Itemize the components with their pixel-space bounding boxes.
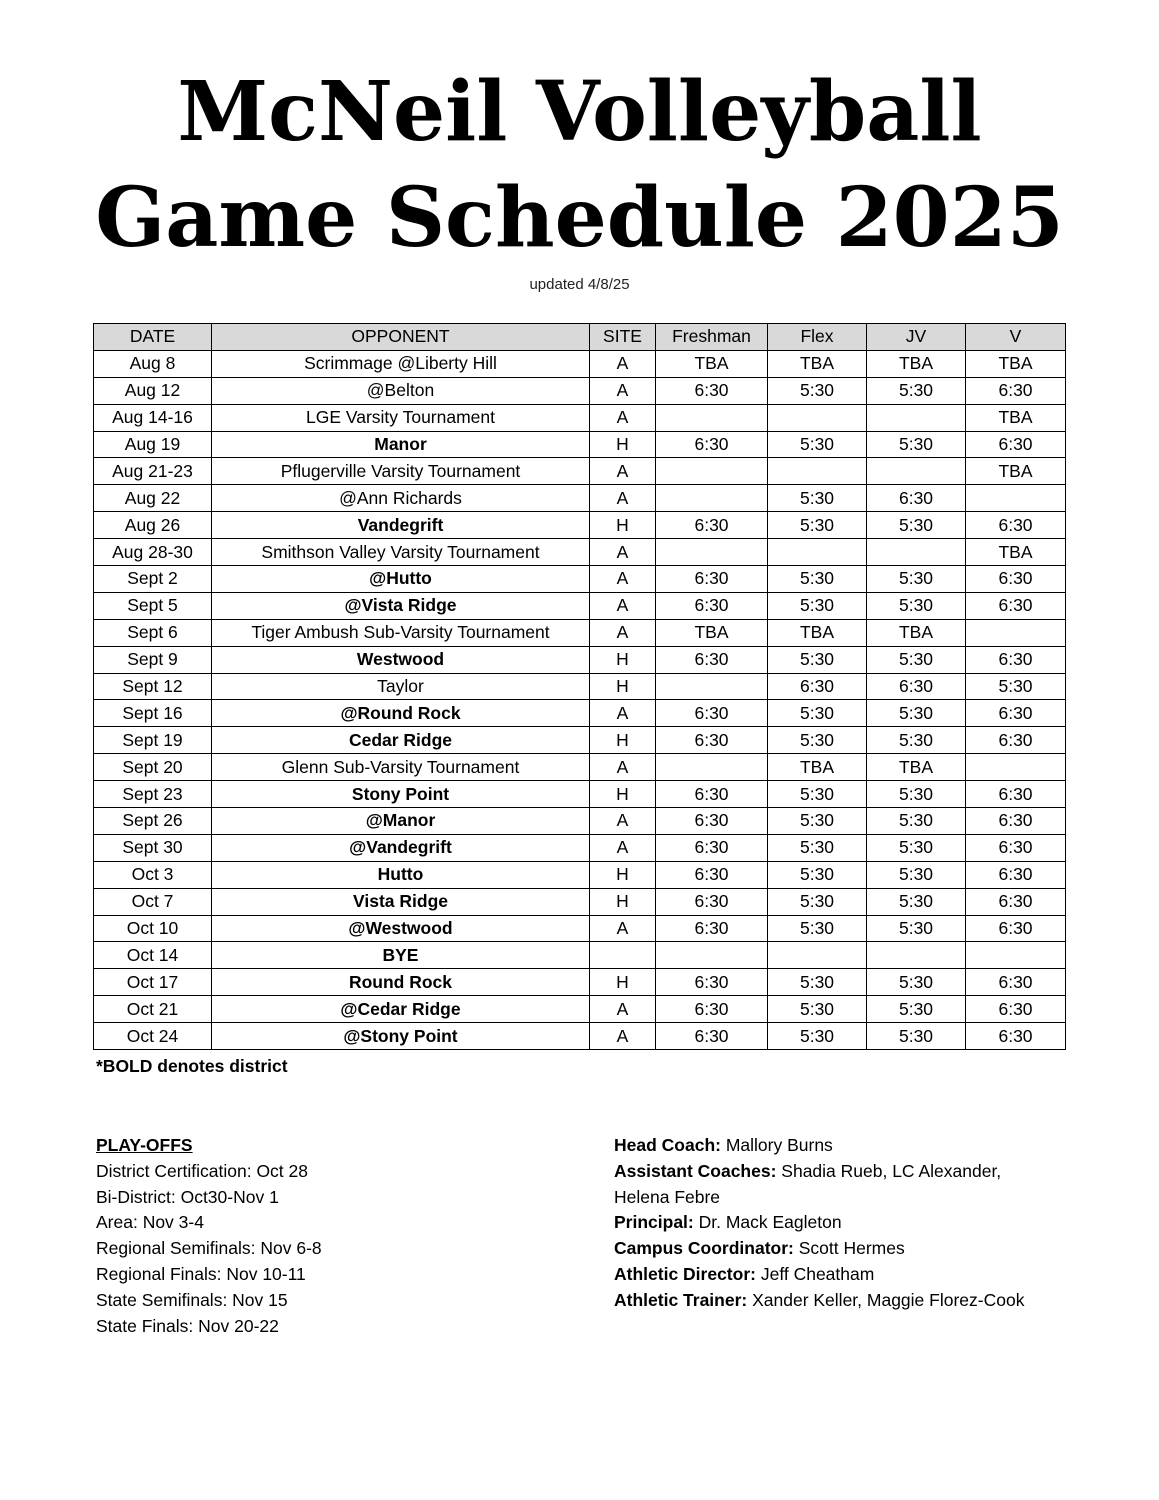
freshman-time-cell: 6:30 [656, 808, 768, 835]
freshman-time-cell [656, 539, 768, 566]
column-header: JV [867, 324, 966, 351]
site-cell: A [590, 539, 656, 566]
site-cell: A [590, 485, 656, 512]
staff-row [614, 1159, 1074, 1185]
flex-time-cell [768, 539, 867, 566]
jv-time-cell: 5:30 [867, 808, 966, 835]
opponent-cell: Vista Ridge [212, 888, 590, 915]
varsity-time-cell: 6:30 [966, 1023, 1066, 1050]
varsity-time-cell: 6:30 [966, 915, 1066, 942]
table-row [94, 834, 1066, 861]
flex-time-cell: 5:30 [768, 377, 867, 404]
date-cell: Oct 14 [94, 942, 212, 969]
date-cell: Aug 8 [94, 350, 212, 377]
opponent-cell: Manor [212, 431, 590, 458]
varsity-time-cell: TBA [966, 539, 1066, 566]
staff-value: Xander Keller, Maggie Florez-Cook [747, 1289, 1025, 1310]
varsity-time-cell [966, 619, 1066, 646]
date-cell: Sept 16 [94, 700, 212, 727]
varsity-time-cell: 6:30 [966, 888, 1066, 915]
freshman-time-cell: TBA [656, 350, 768, 377]
table-row [94, 969, 1066, 996]
staff-label: Athletic Director: [614, 1263, 756, 1284]
table-row [94, 700, 1066, 727]
table-row [94, 566, 1066, 593]
date-cell: Oct 17 [94, 969, 212, 996]
table-row [94, 727, 1066, 754]
varsity-time-cell: TBA [966, 458, 1066, 485]
varsity-time-cell: 6:30 [966, 969, 1066, 996]
freshman-time-cell: TBA [656, 619, 768, 646]
flex-time-cell: 6:30 [768, 673, 867, 700]
staff-label: Campus Coordinator: [614, 1238, 794, 1259]
freshman-time-cell: 6:30 [656, 512, 768, 539]
staff-row [614, 1236, 1074, 1262]
site-cell: H [590, 969, 656, 996]
flex-time-cell: 5:30 [768, 915, 867, 942]
staff-label: Assistant Coaches: [614, 1160, 777, 1181]
site-cell: H [590, 727, 656, 754]
date-cell: Oct 21 [94, 996, 212, 1023]
varsity-time-cell: 6:30 [966, 996, 1066, 1023]
jv-time-cell: 5:30 [867, 996, 966, 1023]
date-cell: Sept 9 [94, 646, 212, 673]
playoff-item: State Finals: Nov 20-22 [96, 1315, 279, 1336]
jv-time-cell: 5:30 [867, 431, 966, 458]
page-title-line-1: McNeil Volleyball [177, 64, 982, 160]
opponent-cell: LGE Varsity Tournament [212, 404, 590, 431]
opponent-cell: Taylor [212, 673, 590, 700]
jv-time-cell: TBA [867, 619, 966, 646]
staff-label: Athletic Trainer: [614, 1289, 748, 1310]
date-cell: Oct 7 [94, 888, 212, 915]
opponent-cell: BYE [212, 942, 590, 969]
page-title-line-2: Game Schedule 2025 [95, 170, 1064, 266]
jv-time-cell [867, 404, 966, 431]
date-cell: Oct 10 [94, 915, 212, 942]
site-cell: H [590, 861, 656, 888]
column-header: DATE [94, 324, 212, 351]
freshman-time-cell: 6:30 [656, 888, 768, 915]
table-row [94, 1023, 1066, 1050]
varsity-time-cell: TBA [966, 404, 1066, 431]
jv-time-cell: 5:30 [867, 700, 966, 727]
varsity-time-cell: 6:30 [966, 566, 1066, 593]
district-note: *BOLD denotes district [96, 1056, 288, 1076]
date-cell: Aug 12 [94, 377, 212, 404]
date-cell: Sept 26 [94, 808, 212, 835]
opponent-cell: @Round Rock [212, 700, 590, 727]
freshman-time-cell [656, 754, 768, 781]
site-cell: H [590, 673, 656, 700]
jv-time-cell: 5:30 [867, 915, 966, 942]
schedule-table [93, 323, 1066, 1050]
table-row [94, 485, 1066, 512]
jv-time-cell: 5:30 [867, 512, 966, 539]
staff-row [614, 1210, 1074, 1236]
opponent-cell: @Manor [212, 808, 590, 835]
table-row [94, 539, 1066, 566]
flex-time-cell [768, 458, 867, 485]
opponent-cell: @Cedar Ridge [212, 996, 590, 1023]
playoff-item: Area: Nov 3-4 [96, 1212, 204, 1233]
date-cell: Sept 12 [94, 673, 212, 700]
site-cell: A [590, 834, 656, 861]
staff-value: Mallory Burns [720, 1135, 833, 1155]
flex-time-cell: 5:30 [768, 485, 867, 512]
flex-time-cell: 5:30 [768, 834, 867, 861]
flex-time-cell: 5:30 [768, 727, 867, 754]
opponent-cell: Glenn Sub-Varsity Tournament [212, 754, 590, 781]
opponent-cell: @Belton [212, 377, 590, 404]
jv-time-cell: TBA [867, 350, 966, 377]
flex-time-cell: TBA [768, 350, 867, 377]
varsity-time-cell: 6:30 [966, 592, 1066, 619]
staff-row [614, 1262, 1074, 1288]
playoff-item: Regional Finals: Nov 10-11 [96, 1263, 306, 1284]
table-header-row [94, 324, 1066, 351]
freshman-time-cell: 6:30 [656, 566, 768, 593]
site-cell: H [590, 888, 656, 915]
flex-time-cell: 5:30 [768, 700, 867, 727]
flex-time-cell: 5:30 [768, 996, 867, 1023]
playoff-item: District Certification: Oct 28 [96, 1160, 308, 1181]
varsity-time-cell: 6:30 [966, 781, 1066, 808]
opponent-cell: Pflugerville Varsity Tournament [212, 458, 590, 485]
site-cell: H [590, 646, 656, 673]
opponent-cell: Round Rock [212, 969, 590, 996]
jv-time-cell: 5:30 [867, 377, 966, 404]
table-row [94, 404, 1066, 431]
table-row [94, 781, 1066, 808]
date-cell: Aug 19 [94, 431, 212, 458]
opponent-cell: Tiger Ambush Sub-Varsity Tournament [212, 619, 590, 646]
updated-date: updated 4/8/25 [529, 276, 630, 293]
freshman-time-cell: 6:30 [656, 861, 768, 888]
table-row [94, 942, 1066, 969]
flex-time-cell: 5:30 [768, 781, 867, 808]
varsity-time-cell: 5:30 [966, 673, 1066, 700]
site-cell: A [590, 619, 656, 646]
varsity-time-cell: 6:30 [966, 646, 1066, 673]
playoffs-heading: PLAY-OFFS [96, 1135, 193, 1155]
site-cell: A [590, 404, 656, 431]
table-row [94, 458, 1066, 485]
opponent-cell: @Stony Point [212, 1023, 590, 1050]
table-row [94, 646, 1066, 673]
site-cell: A [590, 350, 656, 377]
staff-row [614, 1288, 1074, 1314]
varsity-time-cell: 6:30 [966, 512, 1066, 539]
schedule-table-body [94, 350, 1066, 1049]
varsity-time-cell: 6:30 [966, 700, 1066, 727]
date-cell: Aug 26 [94, 512, 212, 539]
staff-row [614, 1133, 1074, 1159]
freshman-time-cell: 6:30 [656, 969, 768, 996]
flex-time-cell [768, 942, 867, 969]
flex-time-cell: 5:30 [768, 566, 867, 593]
staff-value: Scott Hermes [793, 1238, 905, 1259]
date-cell: Sept 19 [94, 727, 212, 754]
table-row [94, 673, 1066, 700]
table-row [94, 377, 1066, 404]
site-cell: H [590, 781, 656, 808]
jv-time-cell [867, 458, 966, 485]
freshman-time-cell: 6:30 [656, 377, 768, 404]
jv-time-cell: 6:30 [867, 485, 966, 512]
date-cell: Sept 5 [94, 592, 212, 619]
site-cell: H [590, 431, 656, 458]
staff-section [614, 1133, 1074, 1314]
site-cell [590, 942, 656, 969]
table-row [94, 915, 1066, 942]
opponent-cell: Hutto [212, 861, 590, 888]
site-cell: A [590, 754, 656, 781]
table-row [94, 512, 1066, 539]
jv-time-cell: 6:30 [867, 673, 966, 700]
freshman-time-cell: 6:30 [656, 431, 768, 458]
freshman-time-cell: 6:30 [656, 646, 768, 673]
jv-time-cell: 5:30 [867, 566, 966, 593]
freshman-time-cell [656, 942, 768, 969]
varsity-time-cell: 6:30 [966, 834, 1066, 861]
freshman-time-cell: 6:30 [656, 781, 768, 808]
table-row [94, 996, 1066, 1023]
date-cell: Aug 21-23 [94, 458, 212, 485]
site-cell: A [590, 1023, 656, 1050]
site-cell: A [590, 458, 656, 485]
date-cell: Oct 24 [94, 1023, 212, 1050]
jv-time-cell [867, 539, 966, 566]
opponent-cell: @Westwood [212, 915, 590, 942]
column-header: Freshman [656, 324, 768, 351]
staff-row [614, 1185, 1074, 1211]
jv-time-cell: 5:30 [867, 727, 966, 754]
jv-time-cell [867, 942, 966, 969]
flex-time-cell: 5:30 [768, 512, 867, 539]
freshman-time-cell: 6:30 [656, 1023, 768, 1050]
playoff-item: State Semifinals: Nov 15 [96, 1289, 288, 1310]
date-cell: Aug 14-16 [94, 404, 212, 431]
site-cell: A [590, 377, 656, 404]
column-header: SITE [590, 324, 656, 351]
varsity-time-cell: 6:30 [966, 808, 1066, 835]
staff-value: Helena Febre [614, 1186, 721, 1207]
date-cell: Sept 6 [94, 619, 212, 646]
flex-time-cell: 5:30 [768, 646, 867, 673]
staff-label: Principal: [614, 1212, 694, 1233]
flex-time-cell: 5:30 [768, 861, 867, 888]
varsity-time-cell: 6:30 [966, 431, 1066, 458]
column-header: V [966, 324, 1066, 351]
jv-time-cell: 5:30 [867, 646, 966, 673]
jv-time-cell: 5:30 [867, 861, 966, 888]
date-cell: Aug 22 [94, 485, 212, 512]
flex-time-cell: TBA [768, 619, 867, 646]
jv-time-cell: 5:30 [867, 592, 966, 619]
jv-time-cell: 5:30 [867, 969, 966, 996]
staff-value: Jeff Cheatham [755, 1263, 875, 1284]
flex-time-cell: TBA [768, 754, 867, 781]
opponent-cell: Stony Point [212, 781, 590, 808]
opponent-cell: Westwood [212, 646, 590, 673]
table-row [94, 808, 1066, 835]
freshman-time-cell: 6:30 [656, 727, 768, 754]
site-cell: A [590, 566, 656, 593]
jv-time-cell: 5:30 [867, 781, 966, 808]
varsity-time-cell: 6:30 [966, 861, 1066, 888]
playoffs-list [96, 1159, 322, 1340]
flex-time-cell: 5:30 [768, 1023, 867, 1050]
jv-time-cell: 5:30 [867, 834, 966, 861]
varsity-time-cell [966, 942, 1066, 969]
column-header: Flex [768, 324, 867, 351]
playoff-item: Bi-District: Oct30-Nov 1 [96, 1186, 279, 1207]
freshman-time-cell [656, 458, 768, 485]
flex-time-cell: 5:30 [768, 808, 867, 835]
opponent-cell: Cedar Ridge [212, 727, 590, 754]
date-cell: Oct 3 [94, 861, 212, 888]
jv-time-cell: 5:30 [867, 888, 966, 915]
opponent-cell: @Vista Ridge [212, 592, 590, 619]
site-cell: A [590, 996, 656, 1023]
freshman-time-cell: 6:30 [656, 996, 768, 1023]
opponent-cell: @Ann Richards [212, 485, 590, 512]
opponent-cell: @Hutto [212, 566, 590, 593]
site-cell: A [590, 915, 656, 942]
staff-value: Shadia Rueb, LC Alexander, [776, 1160, 1002, 1181]
flex-time-cell: 5:30 [768, 431, 867, 458]
site-cell: H [590, 512, 656, 539]
table-row [94, 861, 1066, 888]
staff-label: Head Coach: [614, 1135, 721, 1155]
table-row [94, 592, 1066, 619]
freshman-time-cell [656, 485, 768, 512]
varsity-time-cell: 6:30 [966, 377, 1066, 404]
playoff-item: Regional Semifinals: Nov 6-8 [96, 1238, 322, 1259]
freshman-time-cell [656, 673, 768, 700]
jv-time-cell: 5:30 [867, 1023, 966, 1050]
varsity-time-cell: 6:30 [966, 727, 1066, 754]
varsity-time-cell [966, 485, 1066, 512]
flex-time-cell: 5:30 [768, 592, 867, 619]
opponent-cell: Scrimmage @Liberty Hill [212, 350, 590, 377]
site-cell: A [590, 808, 656, 835]
table-row [94, 431, 1066, 458]
flex-time-cell [768, 404, 867, 431]
date-cell: Sept 30 [94, 834, 212, 861]
table-row [94, 350, 1066, 377]
opponent-cell: Vandegrift [212, 512, 590, 539]
date-cell: Sept 23 [94, 781, 212, 808]
opponent-cell: Smithson Valley Varsity Tournament [212, 539, 590, 566]
freshman-time-cell: 6:30 [656, 915, 768, 942]
playoffs-section [96, 1133, 322, 1339]
opponent-cell: @Vandegrift [212, 834, 590, 861]
varsity-time-cell: TBA [966, 350, 1066, 377]
column-header: OPPONENT [212, 324, 590, 351]
date-cell: Sept 20 [94, 754, 212, 781]
staff-value: Dr. Mack Eagleton [693, 1212, 842, 1233]
table-row [94, 619, 1066, 646]
table-row [94, 888, 1066, 915]
site-cell: A [590, 592, 656, 619]
freshman-time-cell [656, 404, 768, 431]
freshman-time-cell: 6:30 [656, 700, 768, 727]
varsity-time-cell [966, 754, 1066, 781]
flex-time-cell: 5:30 [768, 888, 867, 915]
freshman-time-cell: 6:30 [656, 834, 768, 861]
jv-time-cell: TBA [867, 754, 966, 781]
site-cell: A [590, 700, 656, 727]
date-cell: Sept 2 [94, 566, 212, 593]
date-cell: Aug 28-30 [94, 539, 212, 566]
freshman-time-cell: 6:30 [656, 592, 768, 619]
flex-time-cell: 5:30 [768, 969, 867, 996]
table-row [94, 754, 1066, 781]
